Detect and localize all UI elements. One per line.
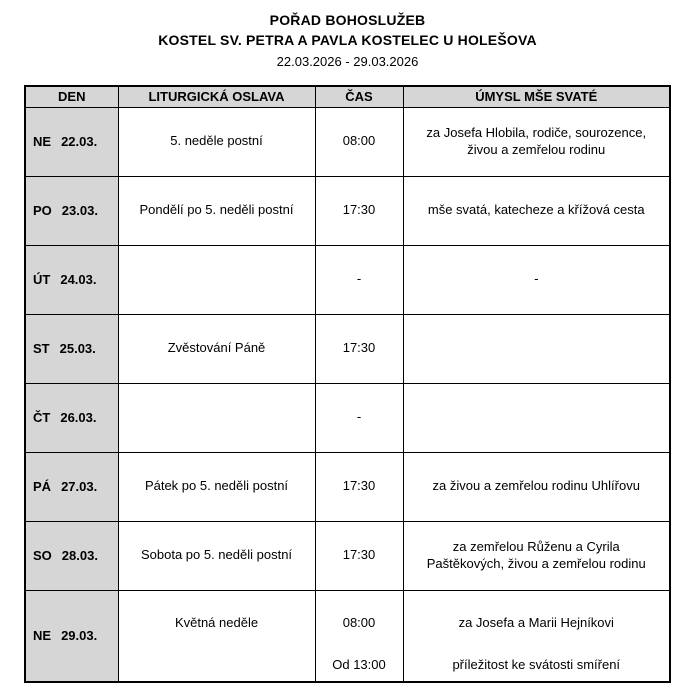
celebration-cell — [118, 452, 315, 521]
col-header-liturgicka-oslava: LITURGICKÁ OSLAVA — [118, 86, 315, 107]
day-abbr: PÁ — [33, 479, 52, 494]
time-cell — [315, 314, 403, 383]
intention-cell — [403, 521, 670, 590]
celebration-text: Květná neděle — [174, 614, 259, 630]
date-range: 22.03.2026 - 29.03.2026 — [276, 54, 419, 69]
table-row — [25, 521, 670, 590]
table-row — [25, 383, 670, 452]
day-abbr: ČT — [33, 410, 51, 425]
day-date: 24.03. — [60, 272, 97, 287]
day-date: 29.03. — [61, 628, 98, 643]
day-date: 27.03. — [61, 479, 98, 494]
celebration-cell — [118, 521, 315, 590]
document-header — [0, 12, 695, 69]
col-header-cas: ČAS — [315, 86, 403, 107]
table-row — [25, 452, 670, 521]
day-cell — [25, 452, 118, 521]
time-entry: 17:30 — [342, 547, 376, 563]
time-entry: 08:00 — [342, 133, 376, 149]
celebration-text: Sobota po 5. neděli postní — [140, 547, 293, 563]
celebration-cell — [118, 107, 315, 176]
day-abbr: ÚT — [33, 272, 51, 287]
day-date: 28.03. — [61, 548, 98, 563]
day-cell — [25, 521, 118, 590]
intention-cell — [403, 107, 670, 176]
day-abbr: SO — [33, 548, 52, 563]
celebration-text: Pondělí po 5. neděli postní — [139, 202, 294, 218]
page-subtitle: KOSTEL SV. PETRA A PAVLA KOSTELEC U HOLEŠOVA — [158, 32, 537, 48]
day-cell — [25, 107, 118, 176]
time-entry: 17:30 — [342, 202, 376, 218]
celebration-cell — [118, 245, 315, 314]
intention-entry: mše svatá, katecheze a křížová cesta — [427, 202, 645, 218]
intention-cell — [403, 245, 670, 314]
intention-cell — [403, 590, 670, 682]
intention-cell — [403, 176, 670, 245]
celebration-text: Zvěstování Páně — [167, 340, 266, 356]
day-cell — [25, 245, 118, 314]
day-cell — [25, 314, 118, 383]
time-entry: 08:00 — [342, 614, 376, 630]
day-cell — [25, 383, 118, 452]
celebration-text: Pátek po 5. neděli postní — [144, 478, 289, 494]
day-abbr: NE — [33, 134, 52, 149]
time-cell — [315, 590, 403, 682]
time-cell — [315, 176, 403, 245]
celebration-cell — [118, 314, 315, 383]
day-date: 25.03. — [59, 341, 96, 356]
intention-cell — [403, 452, 670, 521]
col-header-umysl-mse-svate: ÚMYSL MŠE SVATÉ — [403, 86, 670, 107]
day-abbr: PO — [33, 203, 52, 218]
intention-cell — [403, 383, 670, 452]
time-cell — [315, 245, 403, 314]
day-cell — [25, 590, 118, 682]
intention-entry: za živou a zemřelou rodinu Uhlířovu — [432, 478, 640, 494]
celebration-cell — [118, 590, 315, 682]
intention-entry: za zemřelou Růženu a Cyrila Paštěkových, živou a zemřelou rodinu — [426, 538, 646, 571]
table-row — [25, 176, 670, 245]
intention-entry: příležitost ke svátosti smíření — [452, 656, 621, 672]
table-row — [25, 590, 670, 682]
intention-entry: za Josefa Hlobila, rodiče, sourozence, živou a zemřelou rodinu — [426, 124, 647, 157]
page-title: POŘAD BOHOSLUŽEB — [269, 12, 426, 28]
time-entry: Od 13:00 — [332, 656, 386, 672]
time-entry: 17:30 — [342, 340, 376, 356]
col-header-den: DEN — [25, 86, 118, 107]
time-entry: - — [356, 409, 362, 425]
day-abbr: NE — [33, 628, 52, 643]
celebration-cell — [118, 383, 315, 452]
time-cell — [315, 521, 403, 590]
time-entry: - — [356, 271, 362, 287]
day-cell — [25, 176, 118, 245]
table-row — [25, 314, 670, 383]
celebration-cell — [118, 176, 315, 245]
table-row — [25, 245, 670, 314]
time-cell — [315, 452, 403, 521]
day-date: 26.03. — [60, 410, 97, 425]
table-header-row — [25, 86, 670, 107]
table-row — [25, 107, 670, 176]
celebration-text: 5. neděle postní — [170, 133, 263, 149]
day-date: 22.03. — [61, 134, 98, 149]
day-abbr: ST — [33, 341, 50, 356]
schedule-table — [24, 85, 671, 683]
intention-entry: za Josefa a Marii Hejníkovi — [458, 614, 614, 630]
schedule-body — [25, 107, 670, 682]
intention-cell — [403, 314, 670, 383]
time-entry: 17:30 — [342, 478, 376, 494]
intention-entry: - — [534, 271, 539, 287]
day-date: 23.03. — [61, 203, 98, 218]
time-cell — [315, 107, 403, 176]
time-cell — [315, 383, 403, 452]
